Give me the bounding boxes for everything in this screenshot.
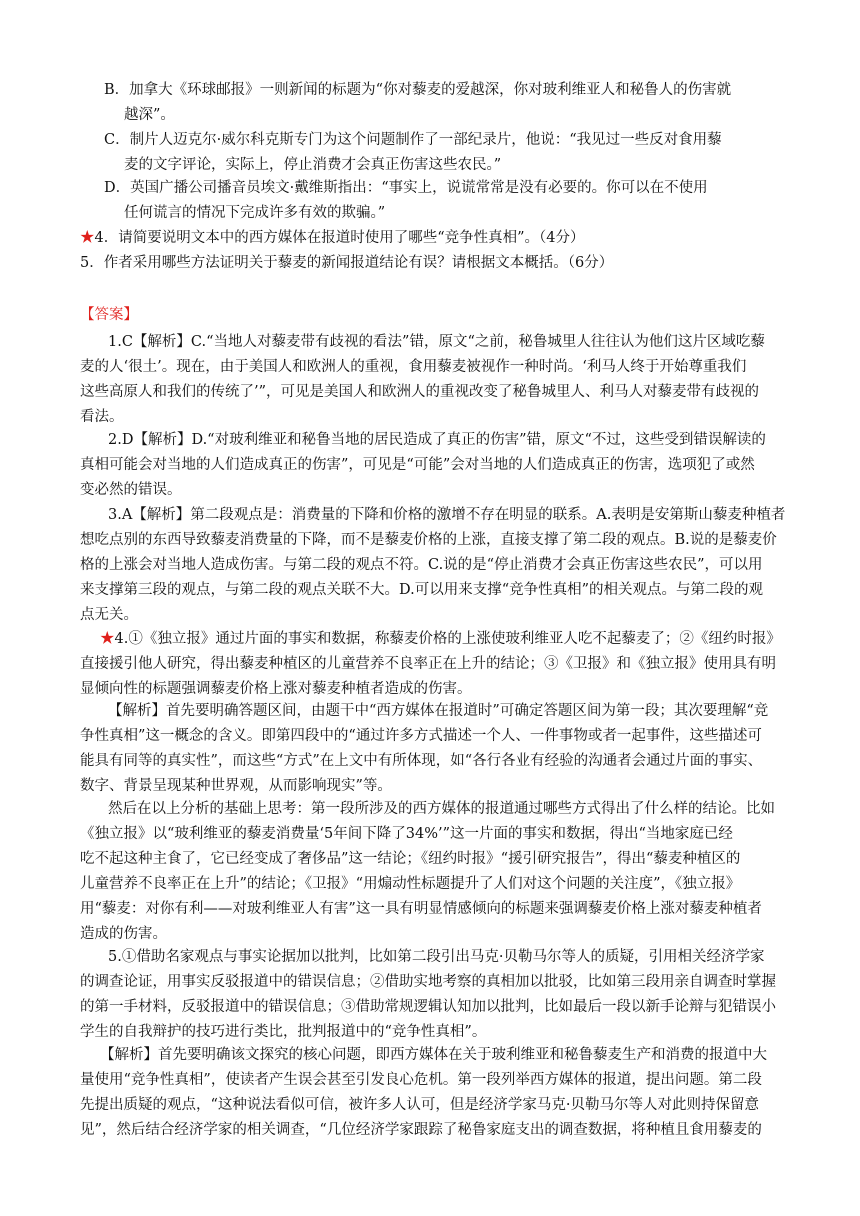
option-d-line-2: 任何谎言的情况下完成许多有效的欺骗。” bbox=[124, 205, 386, 221]
analysis-line: 【解析】首先要明确该文探究的核心问题，即西方媒体在关于玻利维亚和秘鲁藜麦生产和消费的报道中大 bbox=[100, 1047, 767, 1063]
answer-5-line: 学生的自我辩护的技巧进行类比，批判报道中的“竞争性真相”。 bbox=[80, 1024, 487, 1040]
answer-4-line: 直接援引他人研究，得出藜麦种植区的儿童营养不良率正在上升的结论；③《卫报》和《独立报》使用具有明 bbox=[80, 656, 776, 672]
answer-4-line bbox=[80, 627, 780, 652]
answer-4-analysis-1 bbox=[80, 699, 780, 799]
question-4 bbox=[80, 226, 780, 251]
answer-1-line: 这些高原人和我们的传统了’”，可见是美国人和欧洲人的重视改变了秘鲁城里人、利马人对藜麦带有歧视的 bbox=[80, 384, 760, 400]
answer-3-line: 格的上涨会对当地人造成伤害。与第二段的观点不符。C.说的是“停止消费才会真正伤害这些农民”，可以用 bbox=[80, 557, 763, 573]
answer-3-line: 想吃点别的东西导致藜麦消费量的下降，而不是藜麦价格的上涨，直接支撑了第二段的观点。B.说的是藜麦价 bbox=[80, 532, 777, 548]
answer-2-line: 2.D【解析】D.“对玻利维亚和秘鲁当地的居民造成了真正的伤害”错，原文“不过，这些受到错误解读的 bbox=[108, 432, 766, 448]
answer-1-line: 1.C【解析】C.“当地人对藜麦带有歧视的看法”错，原文“之前，秘鲁城里人往往认为他们这片区域吃藜 bbox=[108, 334, 765, 350]
analysis-line: 争性真相”这一概念的含义。即第四段中的“通过许多方式描述一个人、一件事物或者一起事件，这些描述可 bbox=[80, 728, 762, 744]
analysis-line: 造成的伤害。 bbox=[80, 926, 167, 942]
answer-header: 【答案】 bbox=[80, 307, 138, 323]
analysis-line: 先提出质疑的观点，“这种说法看似可信，被许多人认可，但是经济学家马克·贝勒马尔等人对此则持保留意 bbox=[80, 1097, 760, 1113]
answer-5-line: 的第一手材料，反驳报道中的错误信息；③借助常规逻辑认知加以批判，比如最后一段以新手论辩与犯错误小 bbox=[80, 999, 776, 1015]
question-4-text: 4．请简要说明文本中的西方媒体在报道时使用了哪些“竞争性真相”。（4分） bbox=[94, 230, 585, 246]
analysis-line: 吃不起这种主食了，它已经变成了奢侈品”这一结论；《纽约时报》“援引研究报告”，得出“藜麦种植区的 bbox=[80, 851, 741, 867]
analysis-line: 用“藜麦：对你有利——对玻利维亚人有害”这一具有明显情感倾向的标题来强调藜麦价格上涨对藜麦种植者 bbox=[80, 901, 762, 917]
answer-5-line: 5.①借助名家观点与事实论据加以批判，比如第二段引出马克·贝勒马尔等人的质疑，引用相关经济学家 bbox=[108, 949, 765, 965]
option-b-line-2: 越深”。 bbox=[124, 107, 175, 123]
answer-2-line: 真相可能会对当地的人们造成真正的伤害”，可见是“可能”会对当地的人们造成真正的伤害，选项犯了或然 bbox=[80, 457, 755, 473]
option-d-line-1: D．英国广播公司播音员埃文·戴维斯指出：“事实上，说谎常常是没有必要的。你可以在不使用 bbox=[104, 180, 708, 196]
question-5: 5．作者采用哪些方法证明关于藜麦的新闻报道结论有误？请根据文本概括。（6分） bbox=[80, 255, 614, 271]
analysis-line: 儿童营养不良率正在上升”的结论；《卫报》“用煽动性标题提升了人们对这个问题的关注度”，《独立报》 bbox=[80, 876, 741, 892]
option-b bbox=[104, 78, 780, 128]
answer-4-analysis-2 bbox=[80, 797, 780, 947]
answer-2-line: 变必然的错误。 bbox=[80, 482, 182, 498]
answer-3-line: 来支撑第三段的观点，与第二段的观点关联不大。D.可以用来支撑“竞争性真相”的相关观点。与第二段的观 bbox=[80, 582, 764, 598]
answer-1-line: 麦的人‘很土’。现在，由于美国人和欧洲人的重视，食用藜麦被视作一种时尚。‘利马人终于开始尊重我们 bbox=[80, 359, 747, 375]
answer-5-analysis bbox=[80, 1043, 780, 1143]
answer-5 bbox=[80, 945, 780, 1045]
option-d bbox=[104, 176, 780, 226]
answer-4-line: 显倾向性的标题强调藜麦价格上涨对藜麦种植者造成的伤害。 bbox=[80, 681, 472, 697]
option-c bbox=[104, 128, 780, 178]
star-icon: ★ bbox=[100, 631, 115, 647]
answer-4-text: 4.①《独立报》通过片面的事实和数据，称藜麦价格的上涨使玻利维亚人吃不起藜麦了；②《纽约时报》 bbox=[114, 631, 781, 647]
answer-section bbox=[80, 303, 780, 328]
questions bbox=[80, 226, 780, 276]
option-c-line-2: 麦的文字评论，实际上，停止消费才会真正伤害这些农民。” bbox=[124, 157, 502, 173]
option-c-line-1: C．制片人迈克尔·威尔科克斯专门为这个问题制作了一部纪录片，他说：“我见过一些反对食用藜 bbox=[104, 132, 722, 148]
answer-5-line: 的调查论证，用事实反驳报道中的错误信息；②借助实地考察的真相加以批驳，比如第三段用亲自调查时掌握 bbox=[80, 974, 776, 990]
analysis-line: 《独立报》以“玻利维亚的藜麦消费量‘5年间下降了34%’”这一片面的事实和数据，得出“当地家庭已经 bbox=[80, 826, 733, 842]
answer-1 bbox=[80, 330, 780, 430]
analysis-line: 然后在以上分析的基础上思考：第一段所涉及的西方媒体的报道通过哪些方式得出了什么样的结论。比如 bbox=[108, 801, 775, 817]
answer-3-line: 3.A【解析】第二段观点是：消费量的下降和价格的激增不存在明显的联系。A.表明是安第斯山藜麦种植者 bbox=[108, 507, 786, 523]
option-b-line-1: B．加拿大《环球邮报》一则新闻的标题为“你对藜麦的爱越深，你对玻利维亚人和秘鲁人的伤害就 bbox=[104, 82, 732, 98]
analysis-line: 能具有同等的真实性”，而这些“方式”在上文中有所体现，如“各行各业有经验的沟通者会通过片面的事实、 bbox=[80, 753, 763, 769]
answer-3 bbox=[80, 503, 786, 628]
answer-3-line: 点无关。 bbox=[80, 607, 138, 623]
analysis-line: 数字、背景呈现某种世界观，从而影响现实”等。 bbox=[80, 778, 392, 794]
analysis-line: 见”，然后结合经济学家的相关调查，“几位经济学家跟踪了秘鲁家庭支出的调查数据，将种植且食用藜麦的 bbox=[80, 1122, 762, 1138]
analysis-line: 量使用“竞争性真相”，使读者产生误会甚至引发良心危机。第一段列举西方媒体的报道，提出问题。第二段 bbox=[80, 1072, 762, 1088]
answer-4 bbox=[80, 627, 780, 702]
answer-1-line: 看法。 bbox=[80, 409, 124, 425]
star-icon: ★ bbox=[80, 230, 95, 246]
answer-2 bbox=[80, 428, 780, 503]
analysis-line: 【解析】首先要明确答题区间，由题干中“西方媒体在报道时”可确定答题区间为第一段；其次要理解“竞 bbox=[108, 703, 769, 719]
